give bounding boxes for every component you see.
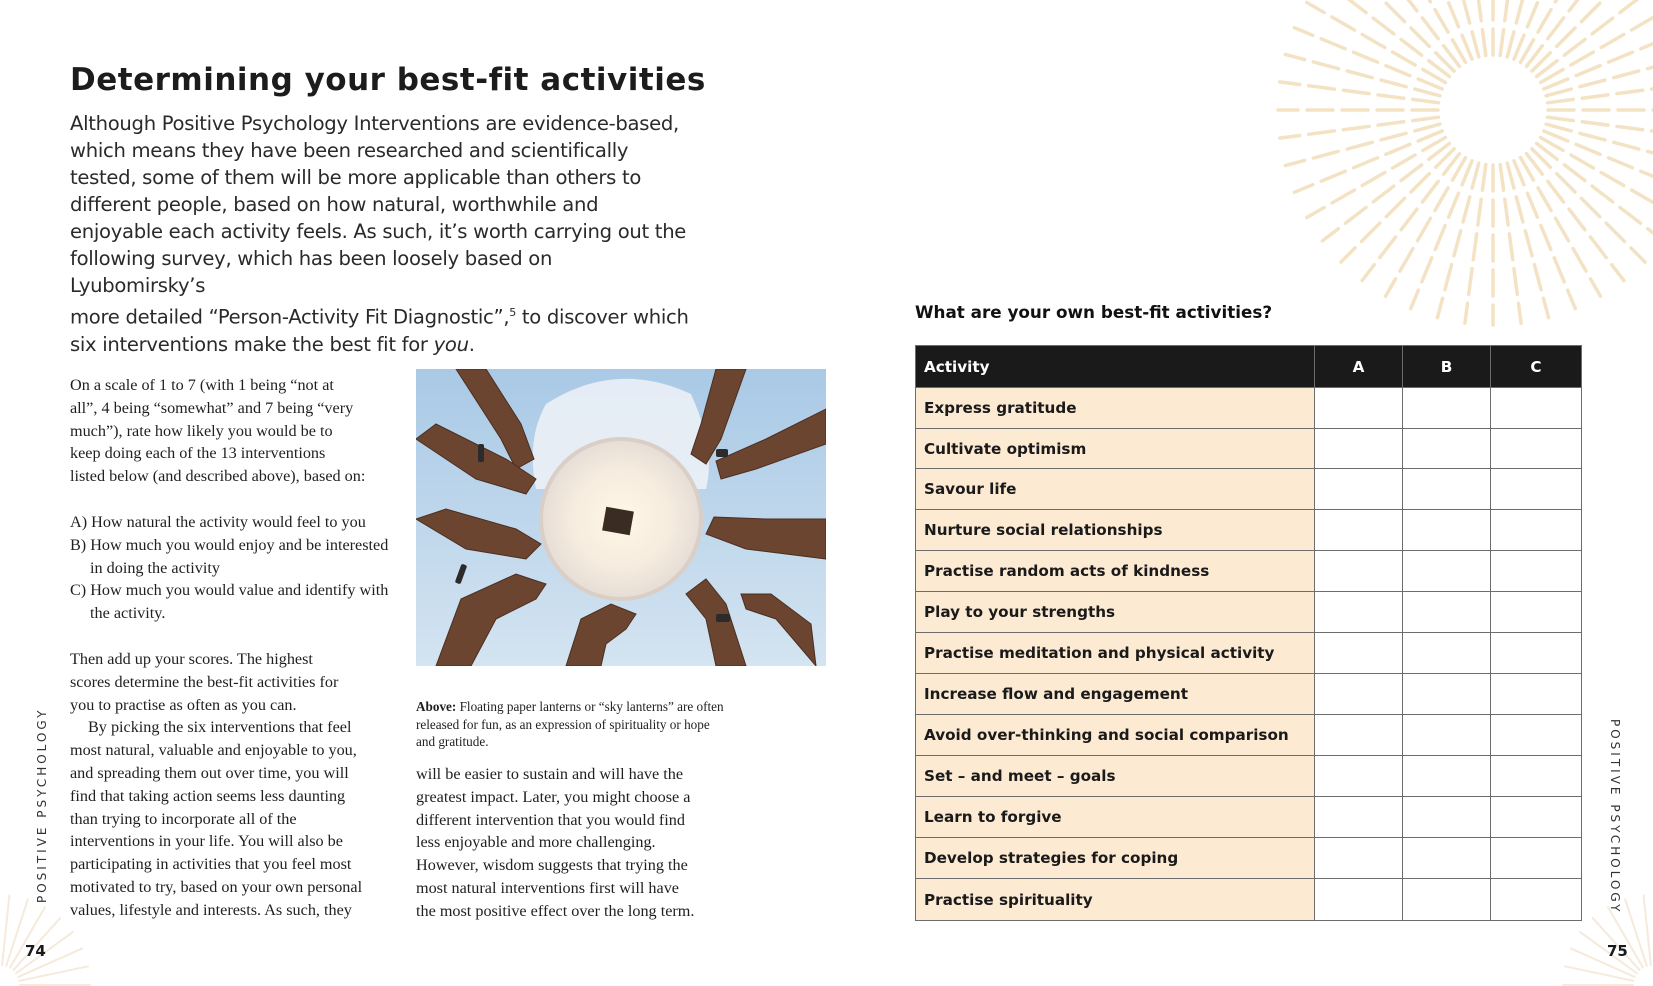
body-line: than trying to incorporate all of the (70, 809, 297, 828)
score-cell-b[interactable] (1403, 674, 1491, 715)
activity-cell: Learn to forgive (916, 797, 1315, 838)
score-cell-a[interactable] (1315, 551, 1403, 592)
score-cell-b[interactable] (1403, 551, 1491, 592)
body-line: find that taking action seems less daunting (70, 786, 346, 805)
score-cell-c[interactable] (1491, 879, 1582, 921)
activity-cell: Savour life (916, 469, 1315, 510)
score-cell-a[interactable] (1315, 633, 1403, 674)
table-row (916, 388, 1582, 429)
intro-line: to discover which (515, 305, 689, 329)
table-row (916, 797, 1582, 838)
activity-cell: Nurture social relationships (916, 510, 1315, 551)
activity-cell: Practise spirituality (916, 879, 1315, 921)
score-cell-b[interactable] (1403, 469, 1491, 510)
activity-cell: Increase flow and engagement (916, 674, 1315, 715)
score-cell-a[interactable] (1315, 429, 1403, 469)
score-cell-a[interactable] (1315, 388, 1403, 429)
score-cell-b[interactable] (1403, 756, 1491, 797)
intro-line: tested, some of them will be more applicable than others to (70, 166, 642, 189)
table-row (916, 756, 1582, 797)
best-fit-table (915, 345, 1582, 921)
table-row (916, 838, 1582, 879)
footnote-marker: 5 (509, 306, 516, 319)
table-row (916, 510, 1582, 551)
score-cell-c[interactable] (1491, 674, 1582, 715)
table-row (916, 879, 1582, 921)
intro-line: enjoyable each activity feels. As such, it’s worth carrying out the (70, 220, 687, 243)
photo-caption (416, 698, 726, 751)
caption-label: Above: (416, 699, 457, 714)
activity-cell: Set – and meet – goals (916, 756, 1315, 797)
body-line: you to practise as often as you can. (70, 695, 297, 714)
intro-line: different people, based on how natural, worthwhile and (70, 193, 599, 216)
body-line: However, wisdom suggests that trying the (416, 856, 688, 875)
score-cell-c[interactable] (1491, 510, 1582, 551)
score-cell-c[interactable] (1491, 756, 1582, 797)
activity-cell: Avoid over-thinking and social comparison (916, 715, 1315, 756)
emphasis-you: you (433, 332, 469, 356)
intro-line: six interventions make the best fit for (70, 332, 434, 356)
activity-cell: Cultivate optimism (916, 429, 1315, 469)
body-line: keep doing each of the 13 interventions (70, 444, 326, 463)
header-a: A (1315, 346, 1403, 388)
score-cell-c[interactable] (1491, 469, 1582, 510)
table-header-row (916, 346, 1582, 388)
score-cell-b[interactable] (1403, 592, 1491, 633)
body-column-1 (70, 374, 400, 922)
body-line: will be easier to sustain and will have the (416, 765, 684, 783)
intro-line: more detailed “Person-Activity Fit Diagnostic”, (70, 305, 510, 329)
score-cell-c[interactable] (1491, 633, 1582, 674)
body-line: all”, 4 being “somewhat” and 7 being “very (70, 398, 354, 417)
table-row (916, 715, 1582, 756)
side-label-left: POSITIVE PSYCHOLOGY (35, 707, 49, 903)
score-cell-c[interactable] (1491, 388, 1582, 429)
body-line: interventions in your life. You will also be (70, 832, 343, 851)
caption-text: Floating paper lanterns or “sky lanterns” are often released for fun, as an expression of spirituality or hope and gratitude. (416, 699, 724, 749)
header-c: C (1491, 346, 1582, 388)
table-row (916, 429, 1582, 469)
sky-lantern-photo (416, 369, 826, 666)
body-column-2 (416, 763, 746, 923)
score-cell-b[interactable] (1403, 797, 1491, 838)
score-cell-c[interactable] (1491, 715, 1582, 756)
criterion-c: C) How much you would value and identify with the activity. (70, 581, 389, 623)
activity-cell: Develop strategies for coping (916, 838, 1315, 879)
intro-paragraph (70, 110, 690, 358)
body-line: By picking the six interventions that feel (88, 718, 352, 737)
score-cell-c[interactable] (1491, 592, 1582, 633)
body-line: Then add up your scores. The highest (70, 649, 313, 668)
intro-line: Although Positive Psychology Interventions are evidence-based, (70, 112, 679, 135)
table-row (916, 551, 1582, 592)
page-number-left: 74 (25, 942, 46, 960)
body-line: values, lifestyle and interests. As such, they (70, 900, 352, 919)
score-cell-a[interactable] (1315, 592, 1403, 633)
criterion-b: B) How much you would enjoy and be interested in doing the activity (70, 535, 389, 577)
intro-line: following survey, which has been loosely based on Lyubomirsky’s (70, 247, 553, 297)
score-cell-b[interactable] (1403, 633, 1491, 674)
body-line: scores determine the best-fit activities for (70, 672, 339, 691)
criterion-a: A) How natural the activity would feel to you (70, 512, 366, 531)
body-line: most natural interventions first will have (416, 878, 679, 897)
table-question: What are your own best-fit activities? (915, 302, 1273, 322)
body-line: much”), rate how likely you would be to (70, 421, 333, 440)
header-activity: Activity (916, 346, 1315, 388)
intro-line: which means they have been researched and scientifically (70, 139, 629, 162)
score-cell-a[interactable] (1315, 797, 1403, 838)
body-line: most natural, valuable and enjoyable to you, (70, 741, 357, 760)
table-row (916, 633, 1582, 674)
activity-cell: Express gratitude (916, 388, 1315, 429)
score-cell-c[interactable] (1491, 838, 1582, 879)
activity-cell: Play to your strengths (916, 592, 1315, 633)
body-line: listed below (and described above), based on: (70, 467, 366, 486)
score-cell-b[interactable] (1403, 879, 1491, 921)
intro-period: . (468, 332, 475, 356)
score-cell-b[interactable] (1403, 838, 1491, 879)
score-cell-a[interactable] (1315, 715, 1403, 756)
body-line: the most positive effect over the long term. (416, 901, 695, 920)
score-cell-b[interactable] (1403, 715, 1491, 756)
body-line: different intervention that you would find (416, 810, 685, 829)
header-b: B (1403, 346, 1491, 388)
body-line: less enjoyable and more challenging. (416, 833, 656, 852)
score-cell-a[interactable] (1315, 469, 1403, 510)
score-cell-a[interactable] (1315, 756, 1403, 797)
score-cell-b[interactable] (1403, 388, 1491, 429)
body-line: On a scale of 1 to 7 (with 1 being “not at (70, 376, 334, 394)
score-cell-a[interactable] (1315, 879, 1403, 921)
activity-cell: Practise meditation and physical activity (916, 633, 1315, 674)
body-line: participating in activities that you feel most (70, 855, 352, 874)
table-row (916, 674, 1582, 715)
score-cell-a[interactable] (1315, 510, 1403, 551)
body-line: greatest impact. Later, you might choose a (416, 787, 691, 806)
score-cell-a[interactable] (1315, 838, 1403, 879)
table-row (916, 469, 1582, 510)
activity-cell: Practise random acts of kindness (916, 551, 1315, 592)
score-cell-a[interactable] (1315, 674, 1403, 715)
score-cell-c[interactable] (1491, 429, 1582, 469)
body-line: motivated to try, based on your own personal (70, 877, 363, 896)
score-cell-c[interactable] (1491, 797, 1582, 838)
page-heading: Determining your best-fit activities (70, 62, 706, 98)
page-number-right: 75 (1607, 942, 1628, 960)
score-cell-b[interactable] (1403, 510, 1491, 551)
table-row (916, 592, 1582, 633)
body-line: and spreading them out over time, you will (70, 763, 349, 782)
score-cell-b[interactable] (1403, 429, 1491, 469)
side-label-right: POSITIVE PSYCHOLOGY (1608, 719, 1622, 915)
score-cell-c[interactable] (1491, 551, 1582, 592)
